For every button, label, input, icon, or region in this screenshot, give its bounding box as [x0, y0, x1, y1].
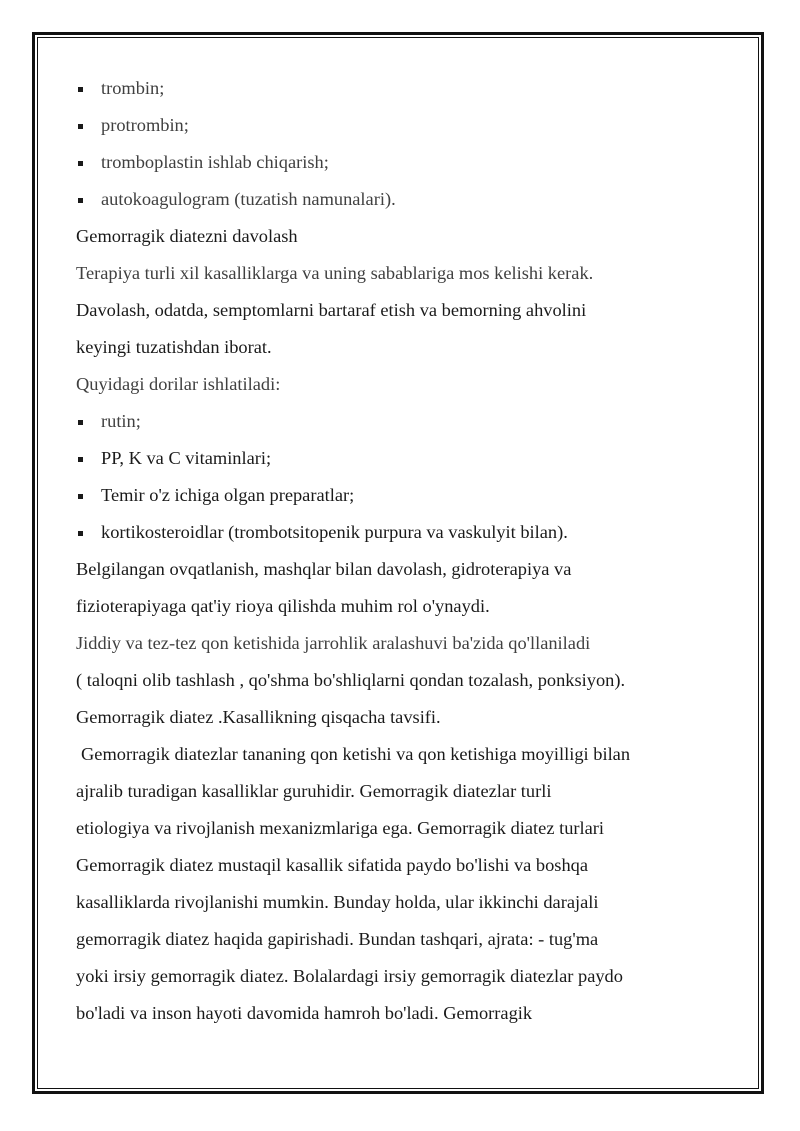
- paragraph-line: Gemorragik diatezlar tananing qon ketishi va qon ketishiga moyilligi bilan: [81, 744, 631, 764]
- list-item: protrombin;: [76, 107, 736, 144]
- paragraph-line: fizioterapiyaga qat'iy rioya qilishda muhim rol o'ynaydi.: [76, 596, 490, 616]
- paragraph-line: Terapiya turli xil kasalliklarga va uning sabablariga mos kelishi kerak.: [76, 263, 594, 283]
- paragraph-line: kasalliklarda rivojlanishi mumkin. Bunday holda, ular ikkinchi darajali: [76, 892, 599, 912]
- list-item: trombin;: [76, 70, 736, 107]
- paragraph-line: ( taloqni olib tashlash , qo'shma bo'shliqlarni qondan tozalash, ponksiyon).: [76, 670, 626, 690]
- list-item: tromboplastin ishlab chiqarish;: [76, 144, 736, 181]
- list-item: PP, K va C vitaminlari;: [76, 440, 736, 477]
- paragraph-line: Davolash, odatda, semptomlarni bartaraf etish va bemorning ahvolini: [76, 300, 587, 320]
- paragraph-line: keyingi tuzatishdan iborat.: [76, 337, 272, 357]
- list-item: kortikosteroidlar (trombotsitopenik purpura va vaskulyit bilan).: [76, 514, 736, 551]
- paragraph-line: ajralib turadigan kasalliklar guruhidir. Gemorragik diatezlar turli: [76, 781, 552, 801]
- list-item: autokoagulogram (tuzatish namunalari).: [76, 181, 736, 218]
- drugs-intro: Quyidagi dorilar ishlatiladi:: [76, 374, 281, 394]
- section-heading-treatment: Gemorragik diatezni davolash: [76, 226, 298, 246]
- list-item: Temir o'z ichiga olgan preparatlar;: [76, 477, 736, 514]
- list-item: rutin;: [76, 403, 736, 440]
- paragraph-line: Gemorragik diatez mustaqil kasallik sifatida paydo bo'lishi va boshqa: [76, 855, 589, 875]
- paragraph-line: gemorragik diatez haqida gapirishadi. Bundan tashqari, ajrata: - tug'ma: [76, 929, 599, 949]
- document-body: [76, 70, 736, 1032]
- paragraph-line: bo'ladi va inson hayoti davomida hamroh bo'ladi. Gemorragik: [76, 1003, 533, 1023]
- paragraph-line: etiologiya va rivojlanish mexanizmlariga ega. Gemorragik diatez turlari: [76, 818, 605, 838]
- paragraph-line: Belgilangan ovqatlanish, mashqlar bilan davolash, gidroterapiya va: [76, 559, 572, 579]
- paragraph-line: yoki irsiy gemorragik diatez. Bolalardagi irsiy gemorragik diatezlar paydo: [76, 966, 623, 986]
- paragraph-line: Jiddiy va tez-tez qon ketishida jarrohlik aralashuvi ba'zida qo'llaniladi: [76, 633, 591, 653]
- section-heading-summary: Gemorragik diatez .Kasallikning qisqacha tavsifi.: [76, 707, 441, 727]
